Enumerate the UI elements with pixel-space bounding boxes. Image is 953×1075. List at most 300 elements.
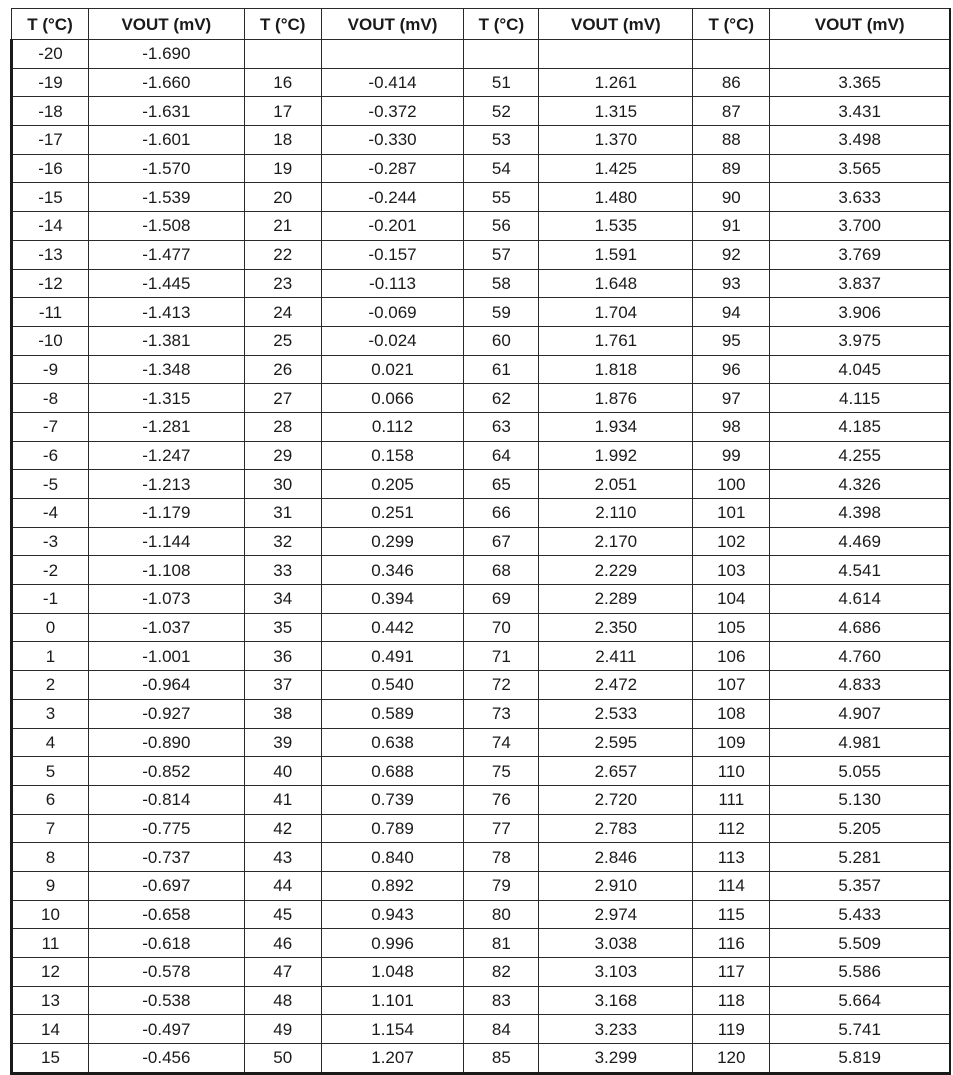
temperature-cell: 29 <box>244 441 321 470</box>
temperature-cell: 67 <box>464 527 539 556</box>
vout-cell: 1.535 <box>539 212 693 241</box>
vout-cell: 4.541 <box>770 556 950 585</box>
table-row <box>12 757 951 786</box>
vout-cell: -0.964 <box>88 671 244 700</box>
table-row <box>12 728 951 757</box>
temperature-cell: 27 <box>244 384 321 413</box>
table-row <box>12 871 951 900</box>
header-temperature: T (°C) <box>693 9 770 40</box>
temperature-cell: -20 <box>12 40 89 69</box>
table-row <box>12 298 951 327</box>
table-row <box>12 642 951 671</box>
temperature-cell: 80 <box>464 900 539 929</box>
temperature-cell: 116 <box>693 929 770 958</box>
vout-cell: 0.589 <box>321 699 464 728</box>
vout-cell: 3.038 <box>539 929 693 958</box>
temperature-cell: 12 <box>12 958 89 987</box>
temperature-cell: 39 <box>244 728 321 757</box>
temperature-cell: 48 <box>244 986 321 1015</box>
vout-cell: -1.108 <box>88 556 244 585</box>
table-row <box>12 384 951 413</box>
table-row <box>12 1015 951 1044</box>
temperature-cell: 47 <box>244 958 321 987</box>
vout-cell: -0.497 <box>88 1015 244 1044</box>
vout-cell: -0.578 <box>88 958 244 987</box>
table-row <box>12 499 951 528</box>
temperature-cell: 82 <box>464 958 539 987</box>
temperature-cell: 6 <box>12 785 89 814</box>
table-row <box>12 1044 951 1074</box>
vout-cell: -1.508 <box>88 212 244 241</box>
vout-cell: 1.648 <box>539 269 693 298</box>
vout-cell: -0.157 <box>321 240 464 269</box>
header-temperature: T (°C) <box>464 9 539 40</box>
temperature-vout-table <box>10 8 951 1075</box>
temperature-cell: 101 <box>693 499 770 528</box>
temperature-cell: 25 <box>244 326 321 355</box>
vout-cell: 1.101 <box>321 986 464 1015</box>
temperature-cell: 52 <box>464 97 539 126</box>
vout-cell: -0.852 <box>88 757 244 786</box>
temperature-cell: 44 <box>244 871 321 900</box>
temperature-cell: 99 <box>693 441 770 470</box>
table-row <box>12 785 951 814</box>
vout-cell: 1.591 <box>539 240 693 269</box>
temperature-cell: 92 <box>693 240 770 269</box>
vout-cell: 2.595 <box>539 728 693 757</box>
table-row <box>12 671 951 700</box>
temperature-cell: -2 <box>12 556 89 585</box>
table-row <box>12 40 951 69</box>
vout-cell: 1.207 <box>321 1044 464 1074</box>
temperature-cell: 43 <box>244 843 321 872</box>
vout-cell: -1.001 <box>88 642 244 671</box>
vout-cell: 5.741 <box>770 1015 950 1044</box>
vout-cell: 2.289 <box>539 585 693 614</box>
temperature-cell: -11 <box>12 298 89 327</box>
temperature-cell: 112 <box>693 814 770 843</box>
table-row <box>12 527 951 556</box>
vout-cell <box>770 40 950 69</box>
vout-cell: -1.037 <box>88 613 244 642</box>
temperature-cell: 56 <box>464 212 539 241</box>
vout-cell: -1.213 <box>88 470 244 499</box>
temperature-cell: 14 <box>12 1015 89 1044</box>
temperature-cell: 109 <box>693 728 770 757</box>
vout-cell: -1.690 <box>88 40 244 69</box>
vout-cell: 4.326 <box>770 470 950 499</box>
vout-cell: 5.819 <box>770 1044 950 1074</box>
vout-cell: 0.840 <box>321 843 464 872</box>
temperature-cell: 34 <box>244 585 321 614</box>
temperature-cell: 86 <box>693 68 770 97</box>
table-row <box>12 699 951 728</box>
vout-cell: 0.066 <box>321 384 464 413</box>
temperature-cell: 1 <box>12 642 89 671</box>
table-row <box>12 240 951 269</box>
vout-cell: -1.445 <box>88 269 244 298</box>
table-row <box>12 441 951 470</box>
temperature-cell <box>464 40 539 69</box>
vout-cell: -0.024 <box>321 326 464 355</box>
vout-cell: 0.251 <box>321 499 464 528</box>
vout-cell: 3.769 <box>770 240 950 269</box>
temperature-cell: -6 <box>12 441 89 470</box>
temperature-cell: 102 <box>693 527 770 556</box>
vout-cell: 0.892 <box>321 871 464 900</box>
temperature-cell: 60 <box>464 326 539 355</box>
temperature-cell: 32 <box>244 527 321 556</box>
temperature-cell: 22 <box>244 240 321 269</box>
temperature-cell: 76 <box>464 785 539 814</box>
table-row <box>12 126 951 155</box>
temperature-cell: -12 <box>12 269 89 298</box>
vout-cell: 0.021 <box>321 355 464 384</box>
vout-cell: 2.051 <box>539 470 693 499</box>
vout-cell: 5.130 <box>770 785 950 814</box>
temperature-cell: 61 <box>464 355 539 384</box>
table-header <box>12 9 951 40</box>
temperature-cell: 64 <box>464 441 539 470</box>
temperature-cell: -7 <box>12 412 89 441</box>
temperature-cell: 85 <box>464 1044 539 1074</box>
temperature-cell: 53 <box>464 126 539 155</box>
temperature-cell: 88 <box>693 126 770 155</box>
header-temperature: T (°C) <box>244 9 321 40</box>
vout-cell: 5.281 <box>770 843 950 872</box>
vout-cell: 3.565 <box>770 154 950 183</box>
vout-cell: -0.372 <box>321 97 464 126</box>
temperature-cell: 89 <box>693 154 770 183</box>
temperature-cell: 96 <box>693 355 770 384</box>
table-row <box>12 470 951 499</box>
header-row <box>12 9 951 40</box>
vout-cell: -1.660 <box>88 68 244 97</box>
vout-cell: 4.981 <box>770 728 950 757</box>
temperature-cell: 93 <box>693 269 770 298</box>
temperature-cell: 21 <box>244 212 321 241</box>
temperature-cell: -5 <box>12 470 89 499</box>
temperature-cell: 20 <box>244 183 321 212</box>
temperature-cell: 45 <box>244 900 321 929</box>
vout-cell: 4.185 <box>770 412 950 441</box>
header-vout: VOUT (mV) <box>321 9 464 40</box>
temperature-cell: 106 <box>693 642 770 671</box>
vout-cell: -0.618 <box>88 929 244 958</box>
vout-cell: 3.498 <box>770 126 950 155</box>
temperature-cell: -13 <box>12 240 89 269</box>
header-vout: VOUT (mV) <box>539 9 693 40</box>
vout-cell: -1.073 <box>88 585 244 614</box>
table-row <box>12 929 951 958</box>
table-row <box>12 613 951 642</box>
temperature-cell: 69 <box>464 585 539 614</box>
temperature-cell: -17 <box>12 126 89 155</box>
temperature-cell: 79 <box>464 871 539 900</box>
vout-cell: 0.739 <box>321 785 464 814</box>
temperature-cell: -1 <box>12 585 89 614</box>
temperature-cell: 100 <box>693 470 770 499</box>
temperature-cell: 15 <box>12 1044 89 1074</box>
temperature-cell: 26 <box>244 355 321 384</box>
temperature-cell: 59 <box>464 298 539 327</box>
vout-cell: 0.158 <box>321 441 464 470</box>
temperature-cell: 5 <box>12 757 89 786</box>
vout-cell: 3.837 <box>770 269 950 298</box>
vout-cell: -0.330 <box>321 126 464 155</box>
vout-cell: -0.814 <box>88 785 244 814</box>
vout-cell: 1.261 <box>539 68 693 97</box>
vout-cell: 3.633 <box>770 183 950 212</box>
vout-cell: 2.411 <box>539 642 693 671</box>
temperature-cell: 41 <box>244 785 321 814</box>
temperature-cell: 33 <box>244 556 321 585</box>
temperature-cell: 104 <box>693 585 770 614</box>
vout-cell: 5.357 <box>770 871 950 900</box>
vout-cell: 0.943 <box>321 900 464 929</box>
vout-cell: 4.907 <box>770 699 950 728</box>
vout-cell: 5.586 <box>770 958 950 987</box>
vout-cell: -0.658 <box>88 900 244 929</box>
temperature-cell: 95 <box>693 326 770 355</box>
table-row <box>12 326 951 355</box>
temperature-cell: 16 <box>244 68 321 97</box>
temperature-cell: 111 <box>693 785 770 814</box>
temperature-cell: -10 <box>12 326 89 355</box>
temperature-cell: 90 <box>693 183 770 212</box>
temperature-cell <box>244 40 321 69</box>
temperature-cell: -4 <box>12 499 89 528</box>
table-row <box>12 814 951 843</box>
vout-cell: -1.144 <box>88 527 244 556</box>
temperature-cell: 17 <box>244 97 321 126</box>
table-row <box>12 843 951 872</box>
temperature-cell: 38 <box>244 699 321 728</box>
vout-cell: 0.346 <box>321 556 464 585</box>
vout-cell: 1.425 <box>539 154 693 183</box>
vout-cell: 5.664 <box>770 986 950 1015</box>
vout-cell: -1.570 <box>88 154 244 183</box>
vout-cell: 3.233 <box>539 1015 693 1044</box>
temperature-cell: 18 <box>244 126 321 155</box>
temperature-cell: 115 <box>693 900 770 929</box>
vout-cell: 0.688 <box>321 757 464 786</box>
vout-cell: 3.431 <box>770 97 950 126</box>
vout-cell: 2.229 <box>539 556 693 585</box>
vout-cell: -0.890 <box>88 728 244 757</box>
table-row <box>12 986 951 1015</box>
temperature-cell: 117 <box>693 958 770 987</box>
temperature-cell: 66 <box>464 499 539 528</box>
vout-cell: -1.179 <box>88 499 244 528</box>
temperature-cell: 77 <box>464 814 539 843</box>
header-temperature: T (°C) <box>12 9 89 40</box>
table-row <box>12 269 951 298</box>
temperature-cell: -8 <box>12 384 89 413</box>
vout-cell: 0.299 <box>321 527 464 556</box>
header-vout: VOUT (mV) <box>770 9 950 40</box>
temperature-cell: 46 <box>244 929 321 958</box>
vout-cell: 2.533 <box>539 699 693 728</box>
temperature-cell: 8 <box>12 843 89 872</box>
table-row <box>12 556 951 585</box>
temperature-cell: 120 <box>693 1044 770 1074</box>
temperature-cell: 23 <box>244 269 321 298</box>
temperature-cell: 42 <box>244 814 321 843</box>
temperature-cell: 11 <box>12 929 89 958</box>
vout-cell: -1.539 <box>88 183 244 212</box>
table-row <box>12 900 951 929</box>
vout-cell: -0.775 <box>88 814 244 843</box>
vout-cell: 4.255 <box>770 441 950 470</box>
vout-cell: 2.657 <box>539 757 693 786</box>
temperature-cell: 9 <box>12 871 89 900</box>
temperature-cell: 75 <box>464 757 539 786</box>
vout-cell: 0.442 <box>321 613 464 642</box>
vout-cell: 4.469 <box>770 527 950 556</box>
vout-cell: 2.910 <box>539 871 693 900</box>
temperature-cell: 13 <box>12 986 89 1015</box>
vout-cell: 0.638 <box>321 728 464 757</box>
temperature-cell: 63 <box>464 412 539 441</box>
temperature-cell: 97 <box>693 384 770 413</box>
vout-cell: -0.287 <box>321 154 464 183</box>
vout-cell: 3.168 <box>539 986 693 1015</box>
vout-cell: 2.846 <box>539 843 693 872</box>
vout-cell <box>539 40 693 69</box>
vout-cell: 1.704 <box>539 298 693 327</box>
vout-cell: 1.370 <box>539 126 693 155</box>
vout-cell: -0.414 <box>321 68 464 97</box>
table-row <box>12 585 951 614</box>
vout-cell: -1.348 <box>88 355 244 384</box>
vout-cell: 1.048 <box>321 958 464 987</box>
temperature-cell: 24 <box>244 298 321 327</box>
temperature-cell: 114 <box>693 871 770 900</box>
temperature-cell: -16 <box>12 154 89 183</box>
temperature-cell: 62 <box>464 384 539 413</box>
vout-cell: 1.992 <box>539 441 693 470</box>
temperature-cell: 58 <box>464 269 539 298</box>
vout-cell: 3.299 <box>539 1044 693 1074</box>
table-row <box>12 183 951 212</box>
vout-cell: 4.833 <box>770 671 950 700</box>
vout-cell: 5.509 <box>770 929 950 958</box>
temperature-cell: 107 <box>693 671 770 700</box>
vout-cell: 3.700 <box>770 212 950 241</box>
vout-cell: -1.381 <box>88 326 244 355</box>
table-row <box>12 212 951 241</box>
temperature-cell: 2 <box>12 671 89 700</box>
temperature-cell: 51 <box>464 68 539 97</box>
vout-cell: -1.631 <box>88 97 244 126</box>
vout-cell <box>321 40 464 69</box>
temperature-cell: 40 <box>244 757 321 786</box>
temperature-cell: 72 <box>464 671 539 700</box>
temperature-cell: -14 <box>12 212 89 241</box>
temperature-cell: 10 <box>12 900 89 929</box>
temperature-cell: 108 <box>693 699 770 728</box>
temperature-cell: 37 <box>244 671 321 700</box>
temperature-cell: -9 <box>12 355 89 384</box>
vout-cell: -0.697 <box>88 871 244 900</box>
temperature-cell: 119 <box>693 1015 770 1044</box>
vout-cell: 0.789 <box>321 814 464 843</box>
vout-cell: 1.480 <box>539 183 693 212</box>
temperature-cell: -18 <box>12 97 89 126</box>
vout-cell: 3.365 <box>770 68 950 97</box>
vout-cell: 0.491 <box>321 642 464 671</box>
vout-cell: 0.205 <box>321 470 464 499</box>
vout-cell: -0.538 <box>88 986 244 1015</box>
table-row <box>12 412 951 441</box>
vout-cell: -0.244 <box>321 183 464 212</box>
vout-cell: 4.614 <box>770 585 950 614</box>
temperature-cell: 84 <box>464 1015 539 1044</box>
temperature-cell: 103 <box>693 556 770 585</box>
temperature-cell: 30 <box>244 470 321 499</box>
vout-cell: 4.045 <box>770 355 950 384</box>
temperature-cell: 91 <box>693 212 770 241</box>
vout-cell: 5.055 <box>770 757 950 786</box>
vout-cell: -1.315 <box>88 384 244 413</box>
vout-cell: 2.974 <box>539 900 693 929</box>
table-row <box>12 154 951 183</box>
vout-cell: -1.477 <box>88 240 244 269</box>
temperature-cell: -15 <box>12 183 89 212</box>
temperature-cell: 113 <box>693 843 770 872</box>
vout-cell: -1.281 <box>88 412 244 441</box>
temperature-cell: 4 <box>12 728 89 757</box>
vout-cell: 1.154 <box>321 1015 464 1044</box>
temperature-cell: 78 <box>464 843 539 872</box>
temperature-cell: 35 <box>244 613 321 642</box>
vout-cell: 4.760 <box>770 642 950 671</box>
vout-cell: -1.247 <box>88 441 244 470</box>
table-row <box>12 958 951 987</box>
vout-cell: -0.069 <box>321 298 464 327</box>
vout-cell: 3.975 <box>770 326 950 355</box>
temperature-cell: 70 <box>464 613 539 642</box>
temperature-cell: 0 <box>12 613 89 642</box>
temperature-cell: 81 <box>464 929 539 958</box>
vout-cell: 2.720 <box>539 785 693 814</box>
table-row <box>12 97 951 126</box>
temperature-cell <box>693 40 770 69</box>
vout-cell: 3.103 <box>539 958 693 987</box>
temperature-cell: 71 <box>464 642 539 671</box>
temperature-cell: 19 <box>244 154 321 183</box>
vout-cell: -1.413 <box>88 298 244 327</box>
vout-cell: 4.115 <box>770 384 950 413</box>
temperature-cell: 28 <box>244 412 321 441</box>
temperature-cell: 118 <box>693 986 770 1015</box>
temperature-cell: 36 <box>244 642 321 671</box>
vout-cell: 2.350 <box>539 613 693 642</box>
vout-cell: -0.113 <box>321 269 464 298</box>
vout-cell: 1.934 <box>539 412 693 441</box>
table-body <box>12 40 951 1074</box>
vout-cell: -0.737 <box>88 843 244 872</box>
vout-cell: 4.686 <box>770 613 950 642</box>
vout-cell: 1.818 <box>539 355 693 384</box>
vout-cell: -0.927 <box>88 699 244 728</box>
temperature-cell: -19 <box>12 68 89 97</box>
temperature-cell: 50 <box>244 1044 321 1074</box>
vout-cell: 0.112 <box>321 412 464 441</box>
temperature-cell: 55 <box>464 183 539 212</box>
temperature-cell: 68 <box>464 556 539 585</box>
